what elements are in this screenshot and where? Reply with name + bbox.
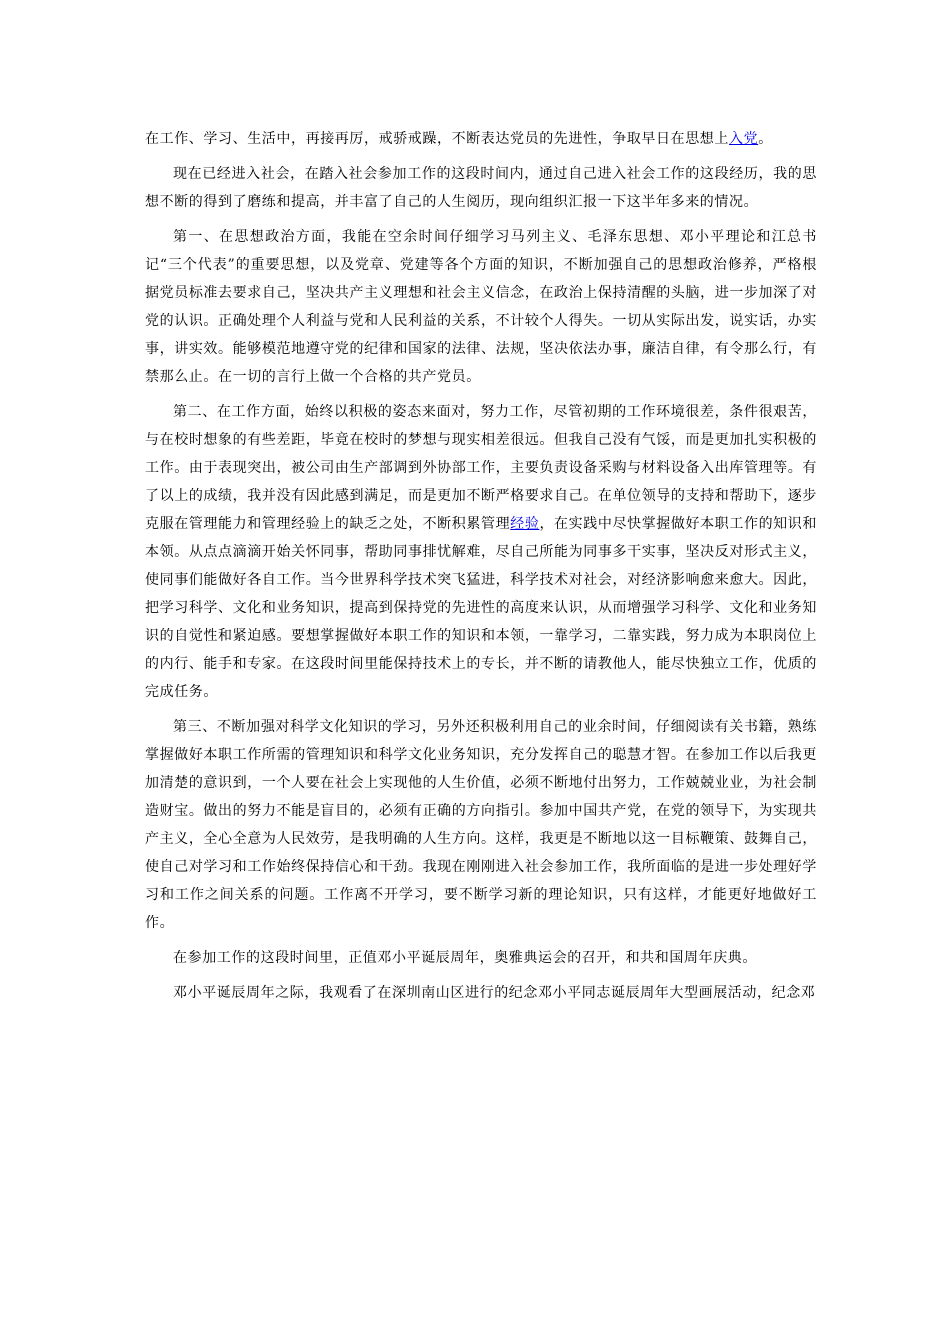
paragraph-1-text: 在工作、学习、生活中，再接再厉，戒骄戒躁，不断表达党员的先进性，争取早日在思想上 [145, 131, 729, 147]
paragraph-4-tail: ，在实践中尽快掌握做好本职工作的知识和本领。从点点滴滴开始关怀同事，帮助同事排忧解难，尽自己所能为同事多干实事，坚决反对形式主义，使同事们能做好各自工作。当今世界科学技术突飞猛进，科学技术对社会，对经济影响愈来愈大。因此，把学习科学、文化和业务知识，提高到保持党的先进性的高度来认识，从而增强学习科学、文化和业务知识的自觉性和紧迫感。要想掌握做好本职工作的知识和本领，一靠学习，二靠实践，努力成为本职岗位上的内行、能手和专家。在这段时间里能保持技术上的专长，并不断的请教他人，能尽快独立工作，优质的完成任务。 [145, 516, 817, 700]
link-join-party[interactable]: 入党 [729, 131, 759, 147]
paragraph-6: 在参加工作的这段时间里，正值邓小平诞辰周年，奥雅典运会的召开，和共和国周年庆典。 [173, 950, 757, 966]
paragraph-1-tail: 。 [758, 131, 773, 147]
paragraph-4-text: 第二、在工作方面，始终以积极的姿态来面对，努力工作，尽管初期的工作环境很差，条件很艰苦，与在校时想象的有些差距，毕竟在校时的梦想与现实相差很远。但我自己没有气馁，而是更加扎实积极的工作。由于表现突出，被公司由生产部调到外协部工作，主要负责设备采购与材料设备入出库管理等。有了以上的成绩，我并没有因此感到满足，而是更加不断严格要求自己。在单位领导的支持和帮助下，逐步克服在管理能力和管理经验上的缺乏之处，不断积累管理 [145, 404, 817, 532]
document-body [145, 125, 817, 1014]
paragraph-5: 第三、不断加强对科学文化知识的学习，另外还积极利用自己的业余时间，仔细阅读有关书籍，熟练掌握做好本职工作所需的管理知识和科学文化业务知识，充分发挥自己的聪慧才智。在参加工作以后我更加清楚的意识到，一个人要在社会上实现他的人生价值，必须不断地付出努力，工作兢兢业业，为社会制造财宝。做出的努力不能是盲目的，必须有正确的方向指引。参加中国共产党，在党的领导下，为实现共产主义，全心全意为人民效劳，是我明确的人生方向。这样，我更是不断地以这一目标鞭策、鼓舞自己，使自己对学习和工作始终保持信心和干劲。我现在刚刚进入社会参加工作，我所面临的是进一步处理好学习和工作之间关系的问题。工作离不开学习，要不断学习新的理论知识，只有这样，才能更好地做好工作。 [145, 719, 817, 931]
paragraph-4 [145, 398, 817, 706]
paragraph-7: 邓小平诞辰周年之际，我观看了在深圳南山区进行的纪念邓小平同志诞辰周年大型画展活动，纪念邓 [173, 985, 816, 1001]
paragraph-3: 第一、在思想政治方面，我能在空余时间仔细学习马列主义、毛泽东思想、邓小平理论和江总书记“三个代表”的重要思想，以及党章、党建等各个方面的知识，不断加强自己的思想政治修养，严格根据党员标准去要求自己，坚决共产主义理想和社会主义信念，在政治上保持清醒的头脑，进一步加深了对党的认识。正确处理个人利益与党和人民利益的关系，不计较个人得失。一切从实际出发，说实话，办实事，讲实效。能够模范地遵守党的纪律和国家的法律、法规，坚决依法办事，廉洁自律，有令那么行，有禁那么止。在一切的言行上做一个合格的共产党员。 [145, 229, 817, 385]
paragraph-2: 现在已经进入社会，在踏入社会参加工作的这段时间内，通过自己进入社会工作的这段经历，我的思想不断的得到了磨练和提高，并丰富了自己的人生阅历，现向组织汇报一下这半年多来的情况。 [145, 166, 817, 210]
paragraph-1 [145, 125, 817, 153]
link-experience[interactable]: 经验 [510, 516, 540, 532]
